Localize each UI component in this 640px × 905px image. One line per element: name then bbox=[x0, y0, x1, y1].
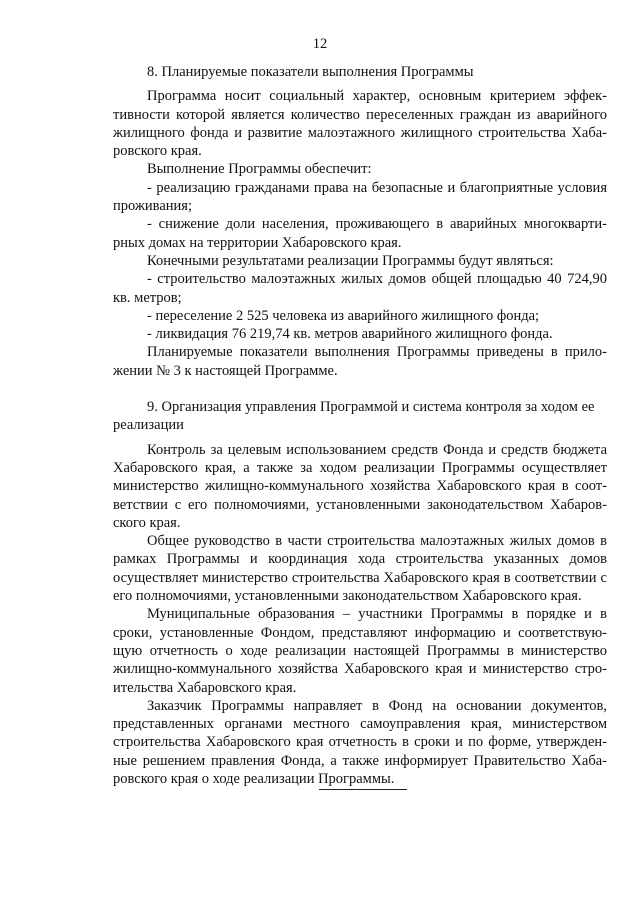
section-9-paragraph: Заказчик Программы направляет в Фонд на основании документов, представленных органами местного самоуправления края, министерством строительства Хабаровского края отчетность в сроки и по форме, утвержденные решением правления Фонда, а также информирует Правительство Хабаровского края о ходе реализации Программы. bbox=[113, 697, 607, 787]
section-8-list-item: - реализацию гражданами права на безопасные и благоприятные условия проживания; bbox=[113, 179, 607, 215]
section-8-title: 8. Планируемые показатели выполнения Программы bbox=[147, 64, 474, 80]
section-8-paragraph: Программа носит социальный характер, основным критерием эффективности которой является количество переселенных граждан из аварийного жилищного фонда и развитие малоэтажного жилищного строительства Хабаровского края. bbox=[113, 88, 607, 160]
section-8-list-item: - снижение доли населения, проживающего в аварийных многоквартирных домах на территории Хабаровского края. bbox=[113, 216, 607, 251]
section-9-title: 9. Организация управления Программой и система контроля за ходом ее реализации bbox=[113, 399, 595, 434]
section-9-paragraph: Общее руководство в части строительства малоэтажных жилых домов в рамках Программы и координация хода строительства указанных домов осуществляет министерство строительства Хабаровского края в соответствии с его полномочиями, установленными законодательством Хабаровского края. bbox=[113, 533, 607, 605]
section-8-paragraph: Конечными результатами реализации Программы будут являться: bbox=[147, 252, 554, 269]
document-body bbox=[113, 63, 607, 788]
section-9-paragraph: Контроль за целевым использованием средств Фонда и средств бюджета Хабаровского края, а также за ходом реализации Программы осуществляет министерство жилищно-коммунального хозяйства Хабаровского края в соответствии с его полномочиями, установленными законодательством Хабаровского края. bbox=[113, 441, 607, 531]
end-separator-line bbox=[319, 789, 407, 790]
section-8-list-item: - ликвидация 76 219,74 кв. метров аварийного жилищного фонда. bbox=[147, 326, 553, 343]
section-9-paragraph: Муниципальные образования – участники Программы в порядке и в сроки, установленные Фондом, представляют информацию и соответствующую отчетность о ходе реализации настоящей Программы в министерство жилищно-коммунального хозяйства Хабаровского края и министерство строительства Хабаровского края. bbox=[113, 606, 607, 696]
section-8-paragraph: Выполнение Программы обеспечит: bbox=[147, 161, 372, 178]
section-8-paragraph: Планируемые показатели выполнения Программы приведены в приложении № 3 к настоящей Программе. bbox=[113, 344, 607, 379]
page-number: 12 bbox=[312, 36, 328, 52]
section-8-list-item: - переселение 2 525 человека из аварийного жилищного фонда; bbox=[147, 307, 540, 324]
section-8-list-item: - строительство малоэтажных жилых домов общей площадью 40 724,90 кв. метров; bbox=[113, 271, 607, 306]
